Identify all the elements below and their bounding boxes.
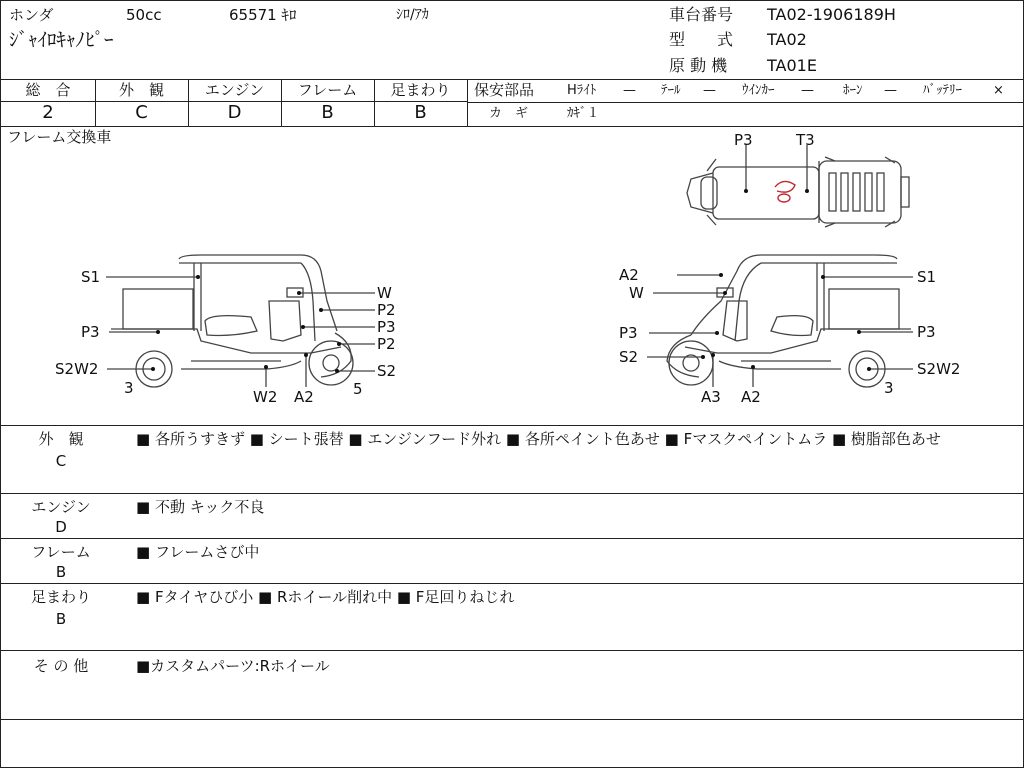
right-side-view-diagram xyxy=(647,255,913,387)
left-label-p2: P2 xyxy=(377,301,396,319)
suspension-grade: B xyxy=(414,102,427,123)
exterior-grade: C xyxy=(135,102,148,123)
right-label-p3: P3 xyxy=(619,324,638,342)
divider xyxy=(1,538,1024,539)
left-label-a2: A2 xyxy=(294,388,314,406)
note-text: ■ Fタイヤひび小 ■ Rホイール削れ中 ■ F足回りねじれ xyxy=(136,588,515,606)
note-text: ■カスタムパーツ:Rホイール xyxy=(136,657,330,675)
safety-battery-value: × xyxy=(993,83,1004,98)
right-label-a2: A2 xyxy=(619,266,639,284)
safety-horn-value: — xyxy=(884,83,897,98)
maker: ホンダ xyxy=(9,6,54,24)
note-grade: D xyxy=(55,518,67,536)
note-text: ■ 不動 キック不良 xyxy=(136,498,265,516)
engine-model-label: 原 動 機 xyxy=(669,56,728,75)
divider xyxy=(467,102,1024,103)
overall-grade: 2 xyxy=(42,102,54,123)
safety-headlight: Hﾗｲﾄ xyxy=(567,83,597,98)
displacement: 50cc xyxy=(126,6,162,24)
note-label: そ の 他 xyxy=(33,657,89,675)
left-label-w: W xyxy=(377,284,392,302)
frame-label: フレーム xyxy=(297,81,358,99)
safety-battery: ﾊﾞｯﾃﾘｰ xyxy=(923,83,962,98)
damage-marks xyxy=(775,181,795,202)
exterior-label: 外 観 xyxy=(118,81,164,99)
safety-headlight-value: — xyxy=(623,83,636,98)
engine-label: エンジン xyxy=(204,81,265,99)
left-label-p3: P3 xyxy=(81,323,100,341)
left-label-s1: S1 xyxy=(81,268,101,286)
right-label-s2: S2 xyxy=(619,348,639,366)
type-value: TA02 xyxy=(767,30,807,49)
right-label-s1: S1 xyxy=(917,268,937,286)
right-label-a3: A3 xyxy=(701,388,721,406)
top-label-p3: P3 xyxy=(734,131,753,149)
overall-label: 総 合 xyxy=(25,81,71,99)
right-label-s2w2: S2W2 xyxy=(917,360,961,378)
left-side-view-diagram xyxy=(106,255,375,387)
safety-winker-value: — xyxy=(801,83,814,98)
safety-tail-value: — xyxy=(703,83,716,98)
mileage: 65571 ｷﾛ xyxy=(229,6,297,24)
scooter-diagram xyxy=(1,127,1024,425)
divider xyxy=(1,493,1024,494)
left-label-s2w2: S2W2 xyxy=(55,360,99,378)
color: ｼﾛ/ｱｶ xyxy=(396,7,429,23)
note-grade: C xyxy=(55,452,67,470)
right-label-3: 3 xyxy=(884,379,894,397)
divider xyxy=(1,583,1024,584)
left-label-5: 5 xyxy=(353,380,363,398)
chassis-value: TA02-1906189H xyxy=(767,5,896,24)
top-label-t3: T3 xyxy=(796,131,815,149)
divider xyxy=(1,79,1024,80)
divider xyxy=(467,79,468,126)
divider xyxy=(1,650,1024,651)
key-label: カ ギ xyxy=(489,106,529,121)
note-grade: B xyxy=(55,610,67,628)
safety-label: 保安部品 xyxy=(474,81,535,99)
left-label-p2-b: P2 xyxy=(377,335,396,353)
diagram-note: フレーム交換車 xyxy=(7,128,112,146)
safety-horn: ﾎｰﾝ xyxy=(843,83,863,98)
note-label: 外 観 xyxy=(38,430,84,448)
note-label: エンジン xyxy=(31,498,91,516)
left-label-w2: W2 xyxy=(253,388,278,406)
frame-grade: B xyxy=(321,102,334,123)
top-view-diagram xyxy=(687,145,909,227)
chassis-label: 車台番号 xyxy=(669,5,734,24)
engine-grade: D xyxy=(227,102,242,123)
engine-model-value: TA01E xyxy=(767,56,817,75)
note-text: ■ 各所うすきず ■ シート張替 ■ エンジンフード外れ ■ 各所ペイント色あせ ■ Fマスクペイントムラ ■ 樹脂部色あせ xyxy=(136,430,941,448)
divider xyxy=(1,719,1024,720)
safety-tail: ﾃｰﾙ xyxy=(661,83,681,98)
note-grade: B xyxy=(55,563,67,581)
left-label-3: 3 xyxy=(124,379,134,397)
right-label-a2-b: A2 xyxy=(741,388,761,406)
note-text: ■ フレームさび中 xyxy=(136,543,260,561)
key-value: ｶｷﾞ１ xyxy=(567,106,600,121)
right-label-p3-b: P3 xyxy=(917,323,936,341)
divider xyxy=(1,425,1024,426)
type-label: 型 式 xyxy=(669,30,734,49)
suspension-label: 足まわり xyxy=(390,81,451,99)
note-label: 足まわり xyxy=(30,588,91,606)
right-label-w: W xyxy=(629,284,644,302)
left-label-s2: S2 xyxy=(377,362,397,380)
model-name: ｼﾞｬｲﾛｷｬﾉﾋﾟｰ xyxy=(9,29,114,51)
left-label-p3-b: P3 xyxy=(377,318,396,336)
note-label: フレーム xyxy=(31,543,91,561)
safety-winker: ｳｲﾝｶｰ xyxy=(742,83,775,98)
